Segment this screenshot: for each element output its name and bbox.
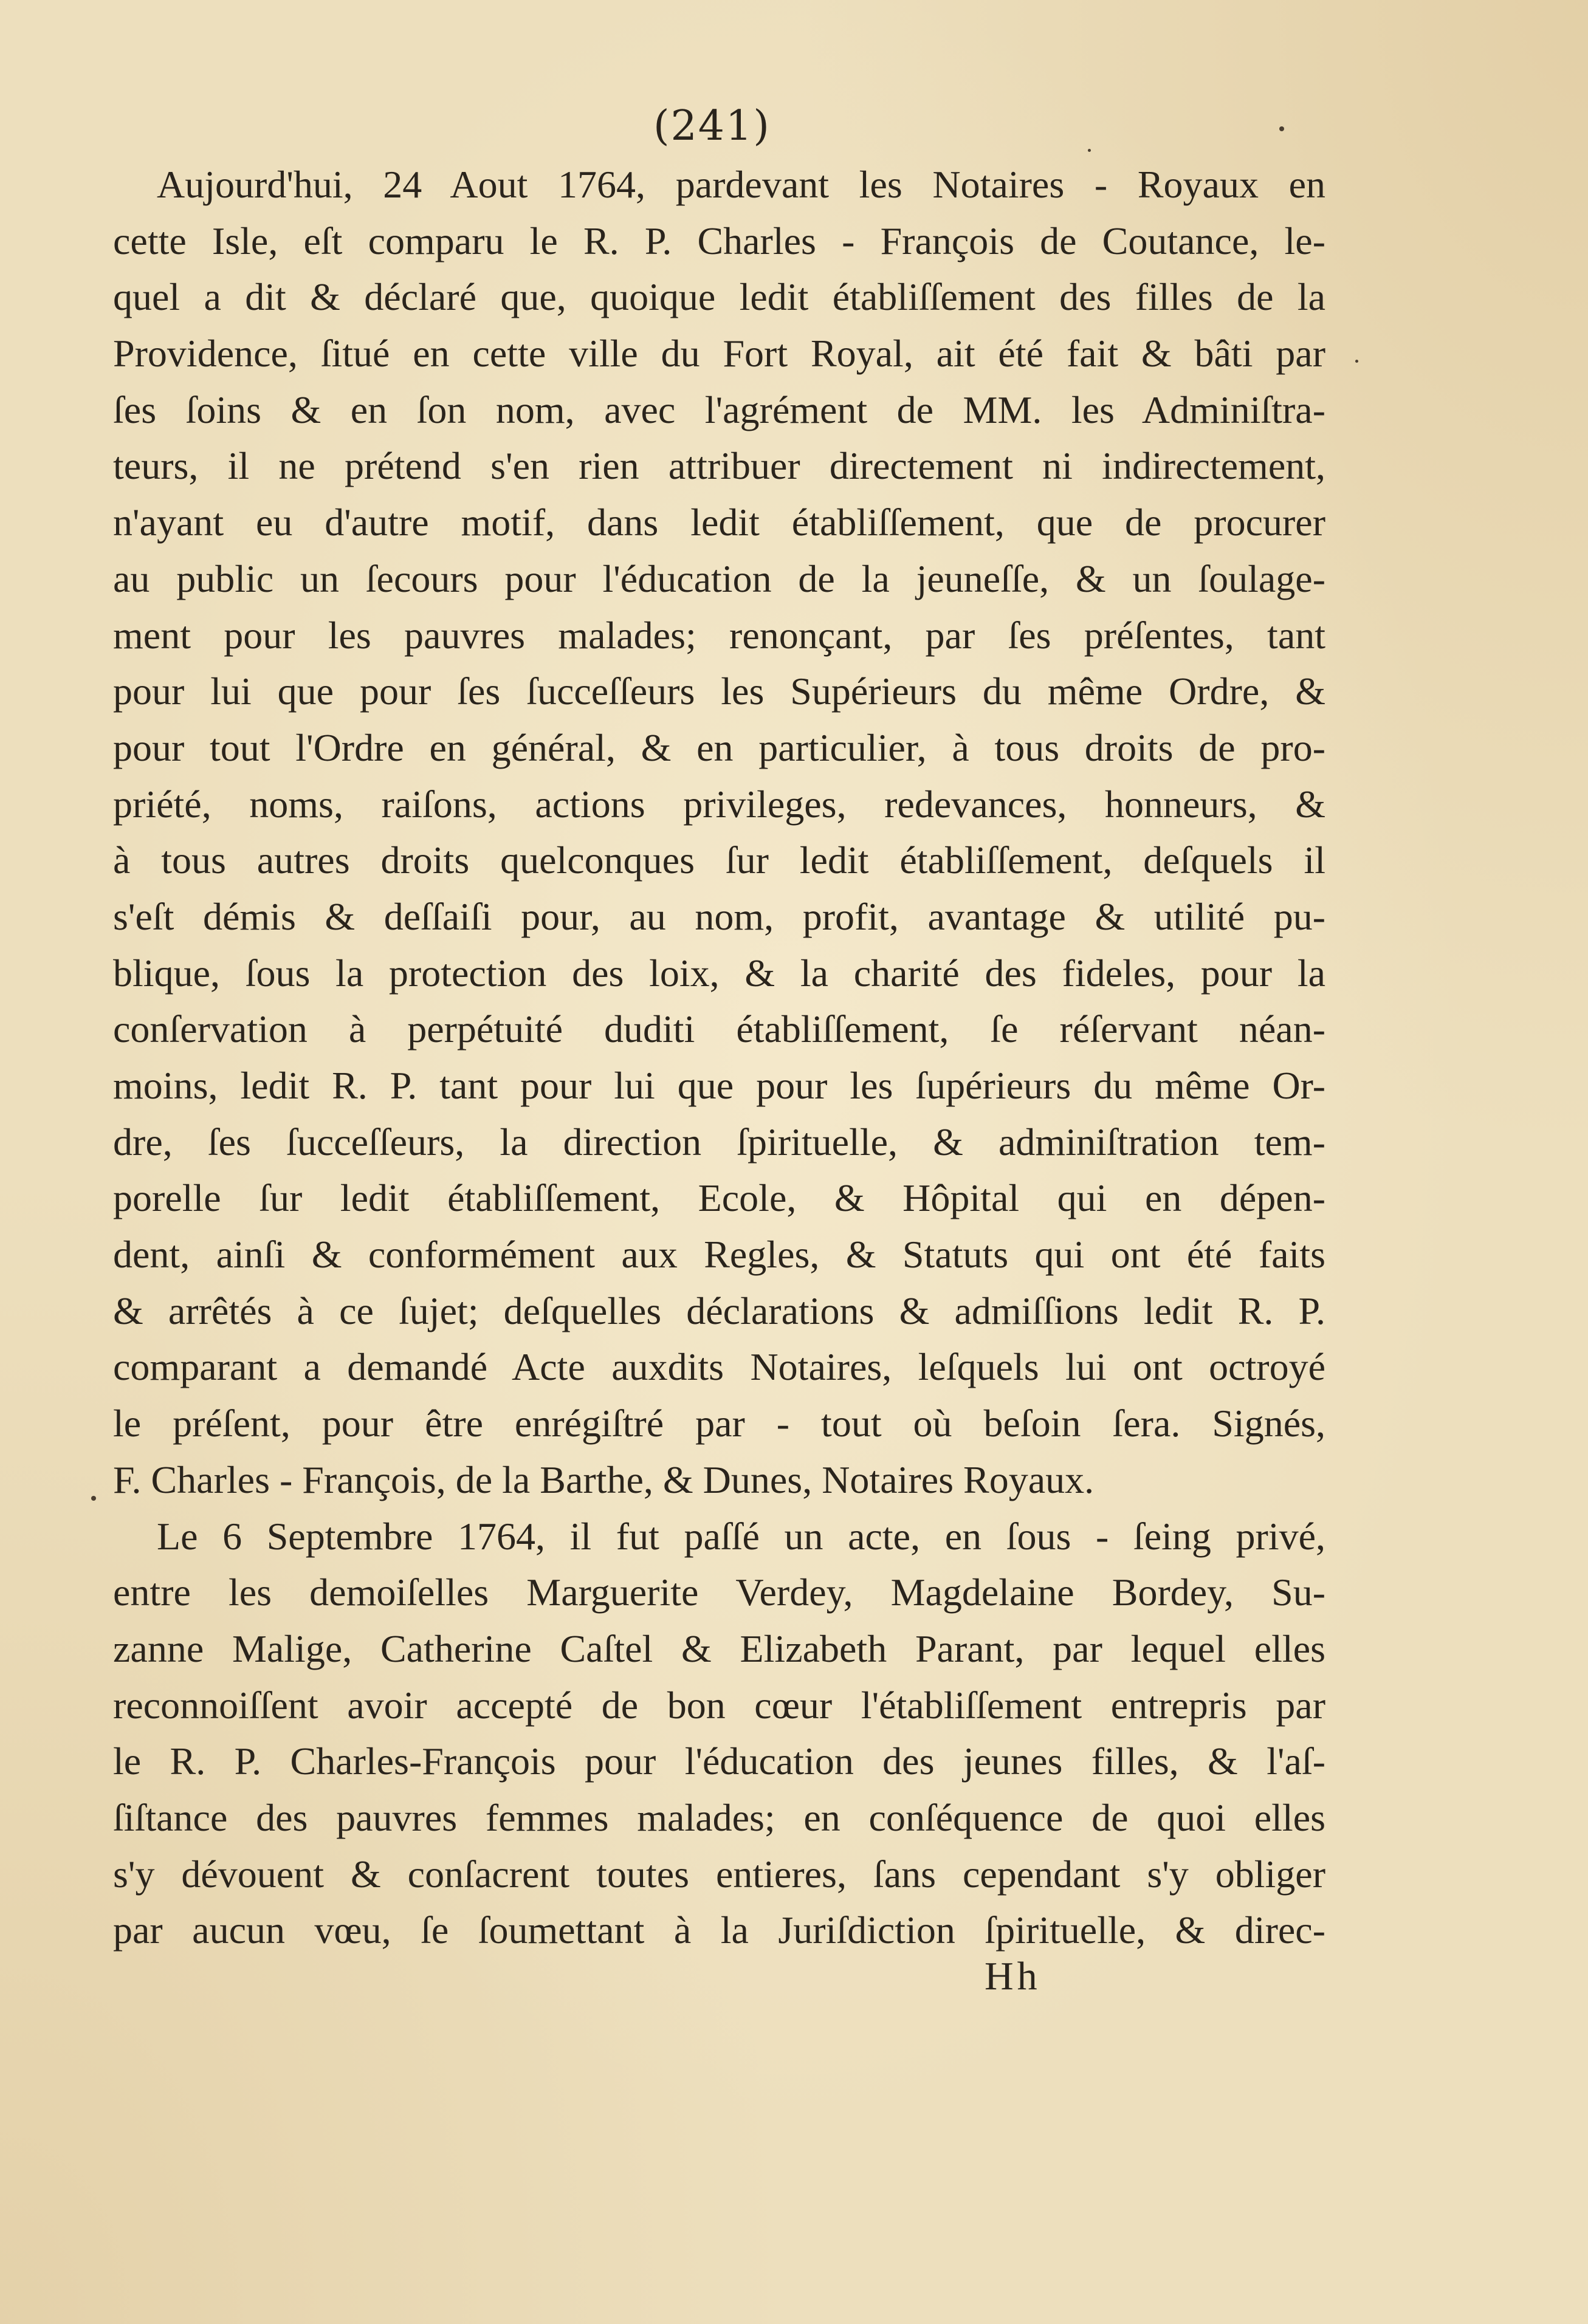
text-line: Aujourd'hui, 24 Aout 1764, pardevant les Notaires - Royaux en xyxy=(157,163,1325,206)
text-line: blique, ſous la protection des loix, & la charité des fideles, pour la xyxy=(113,951,1325,995)
ink-speck xyxy=(91,1496,96,1501)
text-line: quel a dit & déclaré que, quoique ledit établiſſement des filles de la xyxy=(113,275,1325,319)
ink-speck xyxy=(1088,149,1091,152)
text-line: s'y dévouent & conſacrent toutes entieres, ſans cependant s'y obliger xyxy=(113,1852,1325,1896)
text-line: s'eſt démis & deſſaiſi pour, au nom, profit, avantage & utilité pu- xyxy=(113,894,1325,938)
text-line: dent, ainſi & conformément aux Regles, & Statuts qui ont été faits xyxy=(113,1233,1325,1277)
ink-speck xyxy=(1279,126,1284,131)
text-line: le préſent, pour être enrégiſtré par - tout où beſoin ſera. Signés, xyxy=(113,1402,1325,1445)
text-line: moins, ledit R. P. tant pour lui que pour les ſupérieurs du même Or- xyxy=(113,1064,1325,1107)
text-line: par aucun vœu, ſe ſoumettant à la Juriſdiction ſpirituelle, & direc- xyxy=(113,1908,1325,1952)
page-number: (241) xyxy=(653,102,771,150)
text-line: porelle ſur ledit établiſſement, Ecole, & Hôpital qui en dépen- xyxy=(113,1176,1325,1220)
text-line: entre les demoiſelles Marguerite Verdey, Magdelaine Bordey, Su- xyxy=(113,1571,1325,1614)
body-text xyxy=(113,157,1325,1959)
text-line: zanne Malige, Catherine Caſtel & Elizabeth Parant, par lequel elles xyxy=(113,1626,1325,1670)
text-line: Le 6 Septembre 1764, il fut paſſé un acte, en ſous - ſeing privé, xyxy=(157,1514,1325,1558)
text-line: à tous autres droits quelconques ſur ledit établiſſement, deſquels il xyxy=(113,838,1325,882)
ink-speck xyxy=(1355,360,1358,363)
text-line: ſiſtance des pauvres femmes malades; en conſéquence de quoi elles xyxy=(113,1795,1325,1839)
text-line: reconnoiſſent avoir accepté de bon cœur l'établiſſement entrepris par xyxy=(113,1683,1325,1727)
signature-mark: Hh xyxy=(985,1954,1041,1998)
text-line: conſervation à perpétuité duditi établiſſement, ſe réſervant néan- xyxy=(113,1007,1325,1051)
text-line: cette Isle, eſt comparu le R. P. Charles - François de Coutance, le- xyxy=(113,219,1325,262)
text-line: le R. P. Charles-François pour l'éducation des jeunes filles, & l'aſ- xyxy=(113,1740,1325,1783)
text-line: n'ayant eu d'autre motif, dans ledit établiſſement, que de procurer xyxy=(113,501,1325,544)
text-line: ſes ſoins & en ſon nom, avec l'agrément de MM. les Adminiſtra- xyxy=(113,388,1325,431)
text-line: F. Charles - François, de la Barthe, & Dunes, Notaires Royaux. xyxy=(113,1458,1095,1501)
text-line: teurs, il ne prétend s'en rien attribuer directement ni indirectement, xyxy=(113,444,1325,488)
text-line: ment pour les pauvres malades; renonçant, par ſes préſentes, tant xyxy=(113,613,1325,657)
text-line: pour tout l'Ordre en général, & en particulier, à tous droits de pro- xyxy=(113,725,1325,769)
text-line: comparant a demandé Acte auxdits Notaires, leſquels lui ont octroyé xyxy=(113,1345,1325,1389)
text-line: & arrêtés à ce ſujet; deſquelles déclarations & admiſſions ledit R. P. xyxy=(113,1289,1325,1332)
text-line: pour lui que pour ſes ſucceſſeurs les Supérieurs du même Ordre, & xyxy=(113,670,1325,713)
text-line: au public un ſecours pour l'éducation de la jeuneſſe, & un ſoulage- xyxy=(113,557,1325,600)
text-line: dre, ſes ſucceſſeurs, la direction ſpirituelle, & adminiſtration tem- xyxy=(113,1120,1325,1164)
text-line: priété, noms, raiſons, actions privileges, redevances, honneurs, & xyxy=(113,782,1325,826)
text-line: Providence, ſitué en cette ville du Fort Royal, ait été fait & bâti par xyxy=(113,332,1325,375)
